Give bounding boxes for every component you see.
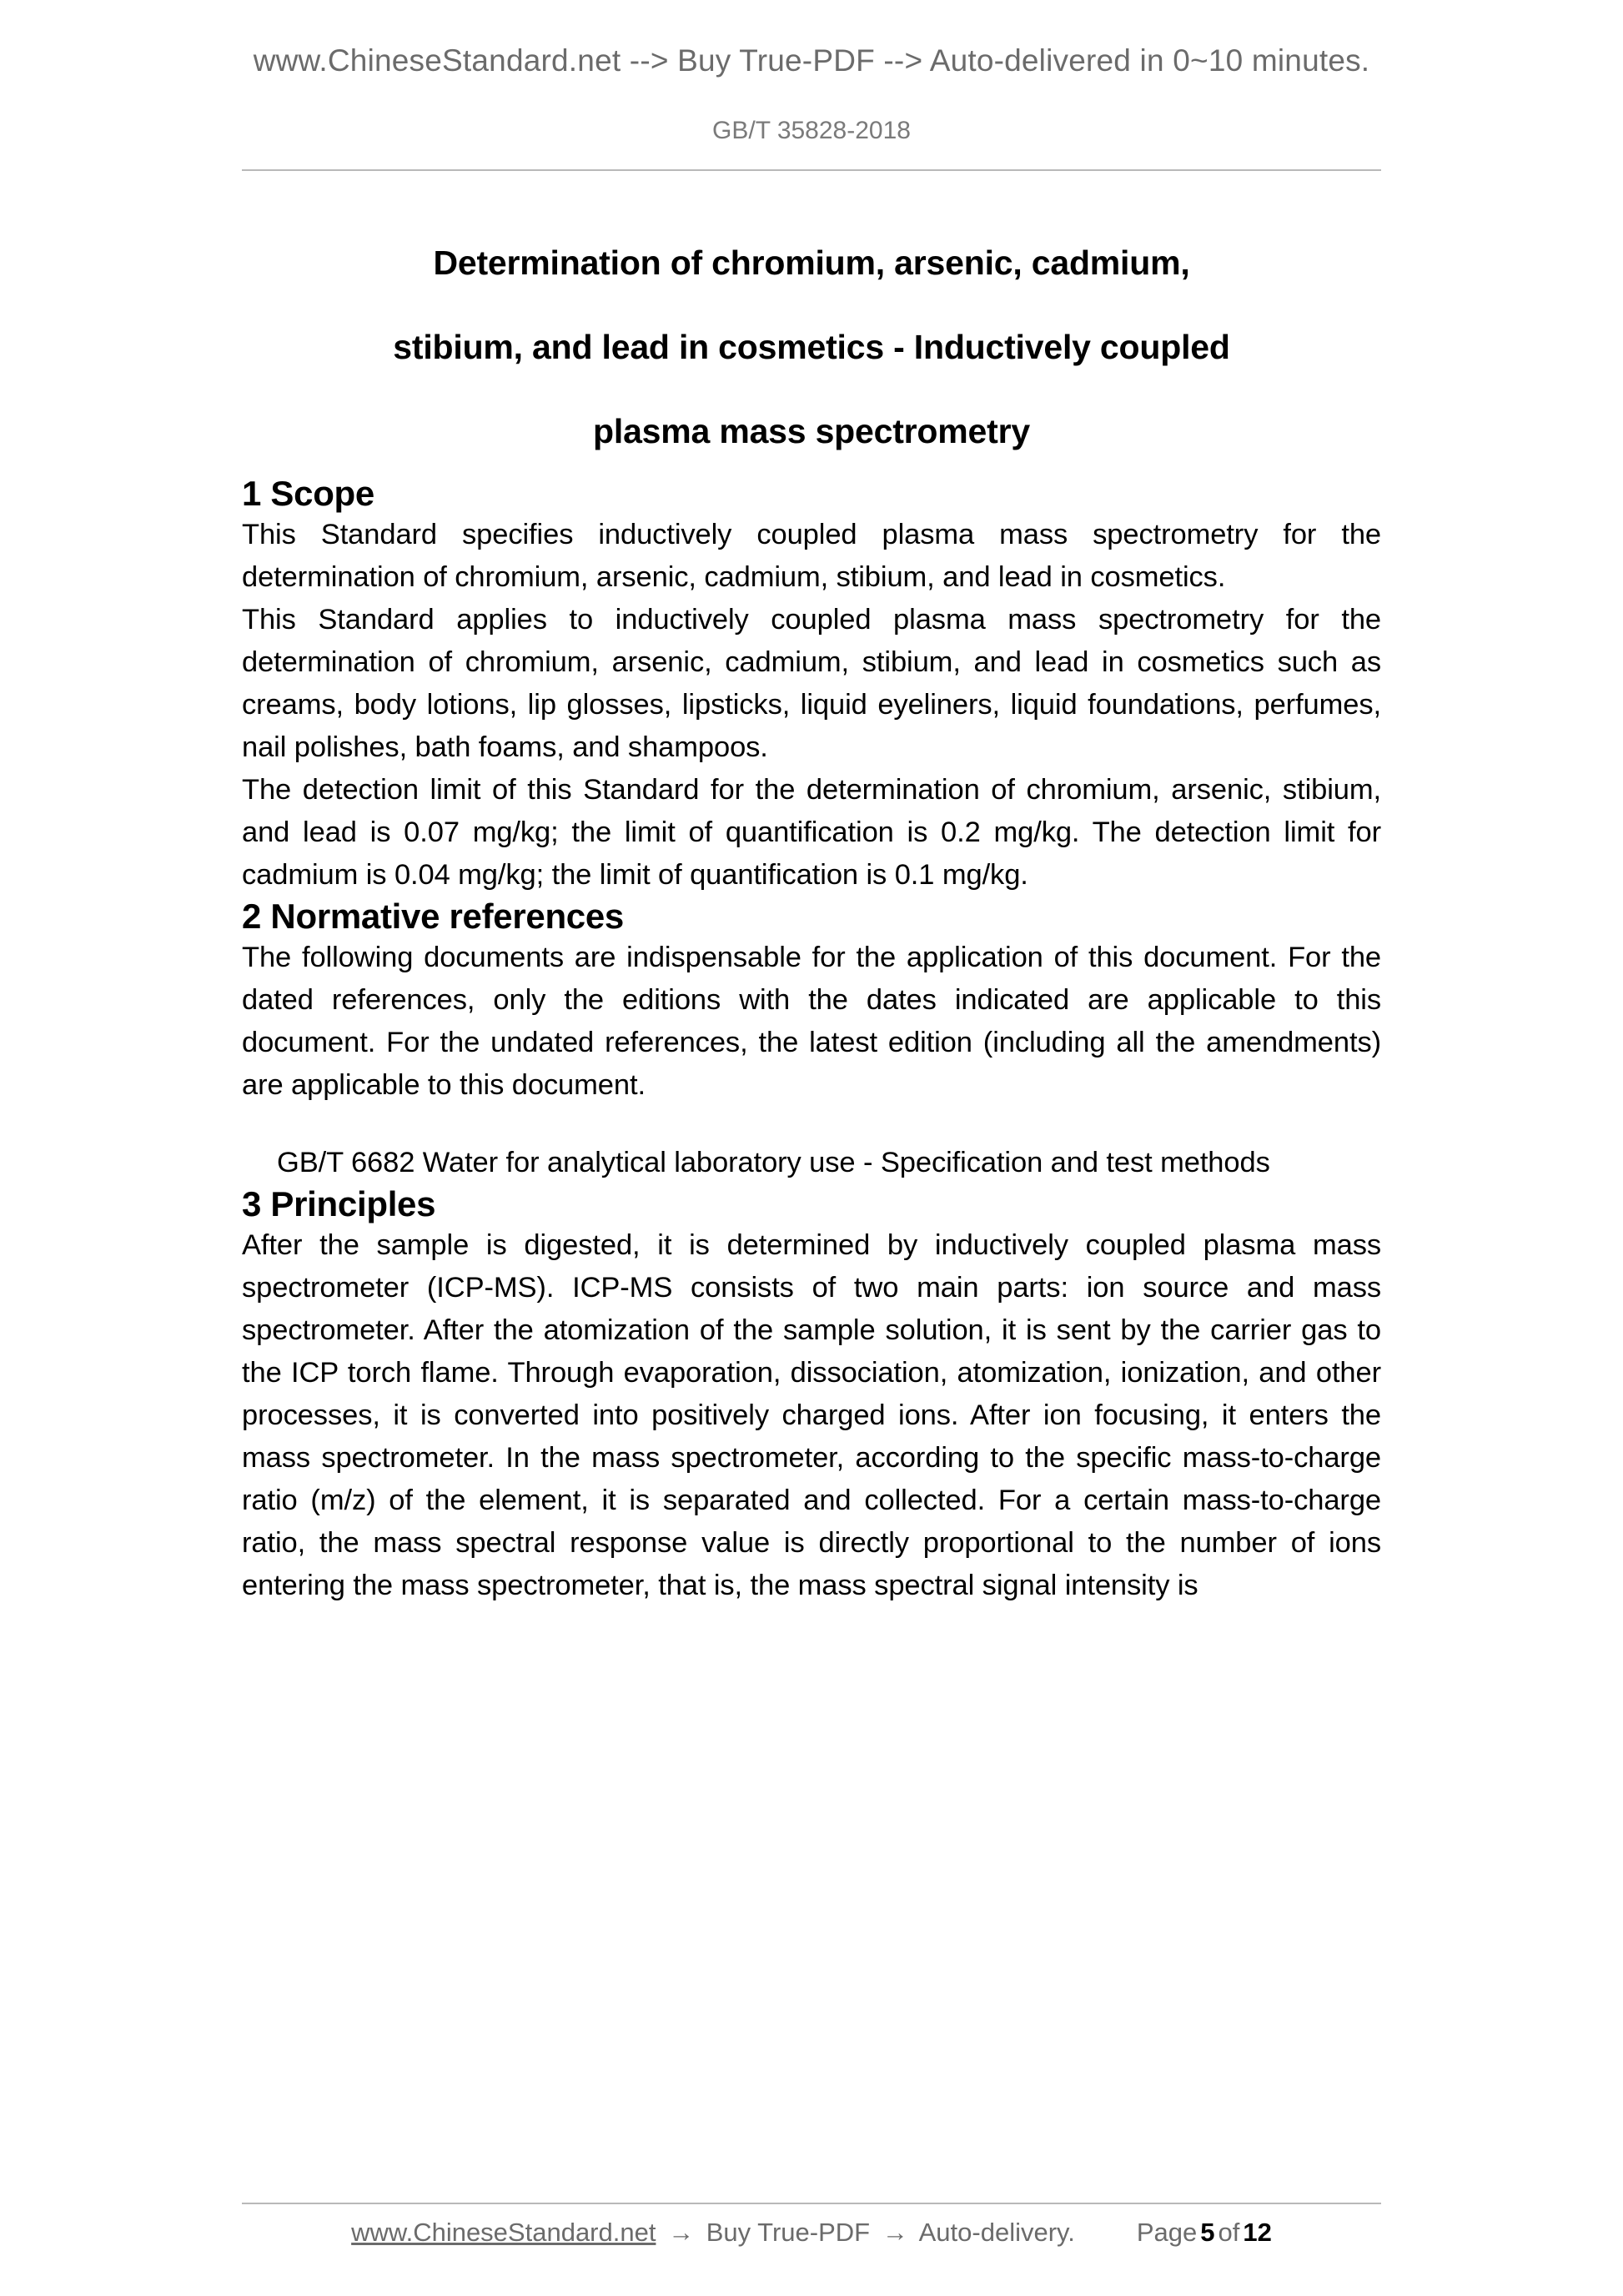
section-heading-normative-references: 2 Normative references: [242, 897, 624, 936]
page-number: 5: [1200, 2218, 1215, 2247]
normative-reference-item: GB/T 6682 Water for analytical laboratory use - Specification and test methods: [277, 1147, 1270, 1178]
page-of-label: of: [1218, 2218, 1240, 2247]
page-footer: [242, 2203, 1381, 2248]
page-label: Page: [1136, 2218, 1198, 2247]
paragraph-principles-1: After the sample is digested, it is determined by inductively coupled plasma mass spectrometer (ICP-MS). ICP-MS consists of two main parts: ion source and mass spectrometer. After the atomization of the sample solution, it is sent by the carrier gas to the ICP torch flame. Through evaporation, dissociation, atomization, ionization, and other processes, it is converted into positively charged ions. After ion focusing, it enters the mass spectrometer. In the mass spectrometer, according to the specific mass-to-charge ratio (m/z) of the element, it is separated and collected. For a certain mass-to-charge ratio, the mass spectral response value is directly proportional to the number of ions entering the mass spectrometer, that is, the mass spectral signal intensity is: [242, 1229, 1381, 1601]
footer-site-link[interactable]: www.ChineseStandard.net: [351, 2218, 656, 2247]
paragraph-scope-2: This Standard applies to inductively coupled plasma mass spectrometry for the determination of chromium, arsenic, cadmium, stibium, and lead in cosmetics such as creams, body lotions, lip glosses, lipsticks, liquid eyeliners, liquid foundations, perfumes, nail polishes, bath foams, and shampoos.: [242, 604, 1381, 763]
arrow-right-icon-2: →: [882, 2218, 908, 2247]
paragraph-scope-3: The detection limit of this Standard for the determination of chromium, arsenic, stibium, and lead is 0.07 mg/kg; the limit of quantification is 0.2 mg/kg. The detection limit for cadmium is 0.04 mg/kg; the limit of quantification is 0.1 mg/kg.: [242, 774, 1381, 891]
footer-divider: [242, 2203, 1381, 2204]
page-title-line-1: Determination of chromium, arsenic, cadmium,: [433, 244, 1190, 282]
paragraph-scope-1: This Standard specifies inductively coupled plasma mass spectrometry for the determination of chromium, arsenic, cadmium, stibium, and lead in cosmetics.: [242, 519, 1381, 593]
promo-banner: www.ChineseStandard.net --> Buy True-PDF --> Auto-delivered in 0~10 minutes.: [253, 43, 1370, 78]
standard-code: GB/T 35828-2018: [712, 117, 911, 144]
page-indicator: [1137, 2218, 1272, 2248]
header-divider: [242, 169, 1381, 171]
paragraph-normative-1: The following documents are indispensable for the application of this document. For the dated references, only the editions with the dates indicated are applicable to this document. For the undated references, the latest edition (including all the amendments) are applicable to this document.: [242, 942, 1381, 1101]
section-heading-scope: 1 Scope: [242, 474, 374, 513]
section-heading-principles: 3 Principles: [242, 1184, 436, 1223]
page-title-line-3: plasma mass spectrometry: [593, 412, 1030, 450]
page-total: 12: [1243, 2218, 1272, 2247]
footer-delivery-label: Auto-delivery.: [918, 2218, 1075, 2247]
footer-left-group: [351, 2218, 1075, 2248]
page-title-line-2: stibium, and lead in cosmetics - Inductively coupled: [393, 328, 1230, 366]
arrow-right-icon-1: →: [668, 2218, 695, 2247]
footer-buy-label: Buy True-PDF: [706, 2218, 871, 2247]
